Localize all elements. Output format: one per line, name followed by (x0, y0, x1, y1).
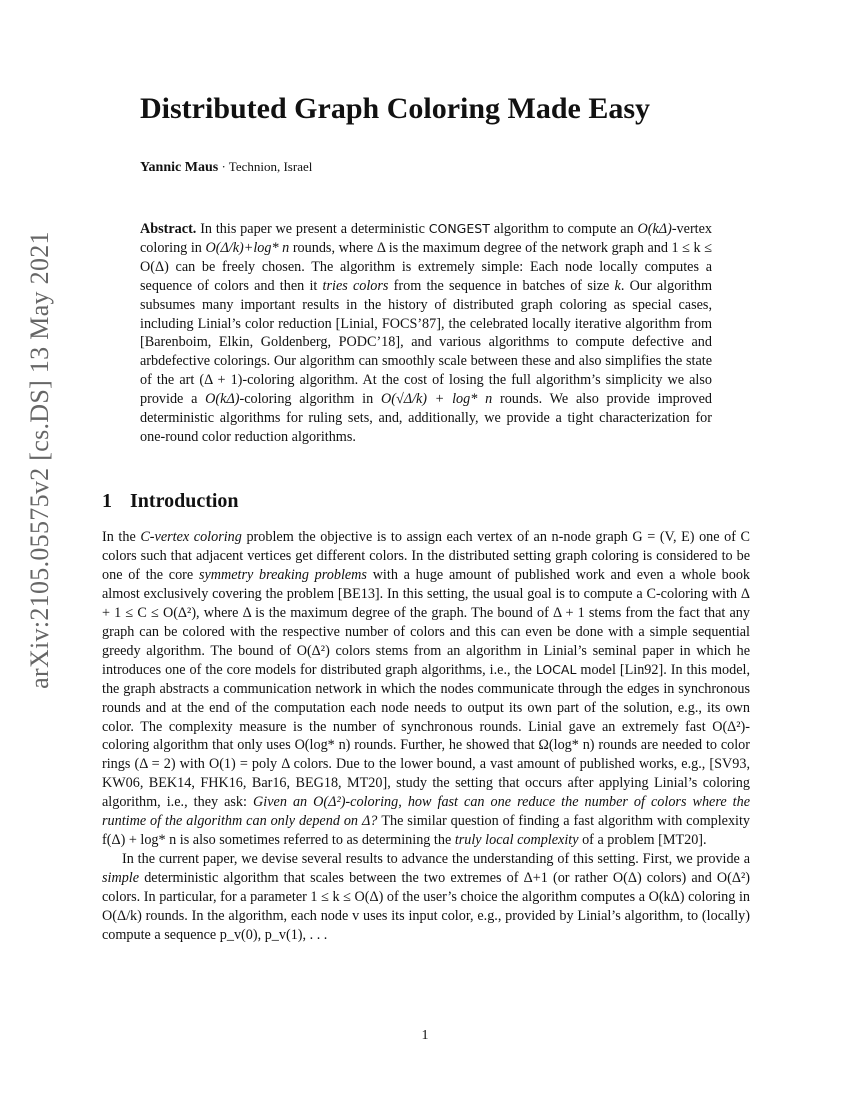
page-number: 1 (421, 1028, 429, 1043)
abstract-label: Abstract. (140, 221, 197, 237)
section-heading (102, 490, 239, 513)
text: model [Lin92]. In this model, the graph abstracts a communication network in which the nodes communicate through the edges in synchronous rounds and at the end of the computation each node needs to output its own part of the solution, e.g., its own color. The complexity measure is the number of synchronous rounds. Linial gave an extremely fast O(Δ²)-coloring algorithm that only uses O(log* n) rounds. Further, he showed that Ω(log* n) rounds are needed to color rings (Δ = 2) with O(1) = poly Δ colors. Due to the lower bound, a vast amount of published works, e.g., [SV93, KW06, BEK14, FHK16, Bar16, BEG18, MT20], study the setting that occurs after applying Linial’s coloring algorithm, i.e., they ask: (102, 661, 750, 811)
local-model: LOCAL (535, 661, 577, 677)
congest-model: CONGEST (428, 221, 490, 236)
emphasis: simple (102, 870, 140, 887)
text: problem the objective is to assign each vertex of an n-node graph G = (V, E) one of C colors such that adjacent vertices get different colors. In the distributed setting graph coloring is considered to be one of the core (102, 529, 751, 583)
arxiv-id: arXiv:2105.05575v2 [cs.DS] 13 May 2021 (25, 231, 55, 689)
paragraph (102, 850, 750, 945)
abstract-text: In this paper we present a deterministic (200, 221, 425, 237)
abstract-text: -coloring algorithm in (239, 391, 374, 408)
paper-title: Distributed Graph Coloring Made Easy (140, 92, 651, 125)
abstract-text: rounds. We also provide improved deterministic algorithms for ruling sets, and, additionally, we provide a tight characterization for one-round color reduction algorithms. (140, 391, 713, 445)
emphasis: tries colors (322, 277, 389, 294)
section-title: Introduction (130, 490, 239, 512)
text: In the (102, 529, 136, 545)
emphasis: C-vertex coloring (140, 529, 242, 545)
abstract-text: rounds, where Δ is the maximum degree of the network graph and 1 ≤ k ≤ O(Δ) can be freely chosen. The algorithm is extremely simple: Each node locally computes a sequence of colors and then it (140, 239, 713, 294)
abstract-text: -vertex coloring in (140, 221, 713, 256)
abstract-text: algorithm to compute an (493, 221, 634, 237)
intro-body (102, 528, 750, 945)
author-affiliation: Technion, Israel (228, 159, 313, 174)
emphasis: truly local complexity (454, 832, 579, 849)
author-name: Yannic Maus (140, 160, 219, 175)
abstract (140, 220, 712, 447)
abstract-text: . Our algorithm subsumes many important results in the history of distributed graph coloring as special cases, including Linial’s color reduction [Linial, FOCS’87], the celebrated locally iterative algorithm from [Barenboim, Elkin, Goldenberg, PODC’18], and various algorithms to compute defective and arbdefective colorings. Our algorithm can smoothly scale between these and also simplifies the state of the art (Δ + 1)-coloring algorithm. At the cost of losing the full algorithm’s simplicity we also provide a (140, 277, 713, 408)
section-number: 1 (102, 490, 112, 512)
text: with a huge amount of published work and even a whole book almost exclusively covering the problem [BE13]. In this setting, the usual goal is to compute a C-coloring with Δ + 1 ≤ C ≤ O(Δ²), where Δ is the maximum degree of the graph. The bound of Δ + 1 stems from the fact that any graph can be colored with the respective number of colors and this can even be done with a simple sequential greedy algorithm. The bound of O(Δ²) colors stems from an algorithm in Linial’s seminal paper in which he introduces one of the core models for distributed graph algorithms, i.e., the (102, 566, 751, 678)
author-separator: · (221, 159, 226, 174)
math: k (614, 277, 621, 294)
text: deterministic algorithm that scales between the two extremes of Δ+1 (or rather O(Δ) colors) and O(Δ²) colors. In particular, for a parameter 1 ≤ k ≤ O(Δ) of the user’s choice the algorithm computes a O(kΔ) coloring in O(Δ/k) rounds. In the algorithm, each node v uses its input color, e.g., provided by Linial’s algorithm, to (locally) compute a sequence p_v(0), p_v(1), . . . (102, 870, 751, 944)
math: O(kΔ) (205, 391, 240, 408)
text: of a problem [MT20]. (582, 832, 707, 849)
emphasis: Given an O(Δ²)-coloring, how fast can one reduce the number of colors where the runtime of the algorithm can only depend on Δ? (102, 794, 751, 830)
math: O(kΔ) (637, 221, 672, 237)
abstract-text: from the sequence in batches of size (393, 277, 610, 294)
emphasis: symmetry breaking problems (198, 566, 367, 583)
text: In the current paper, we devise several results to advance the understanding of this setting. First, we provide a (122, 851, 750, 868)
arxiv-sidebar (8, 231, 72, 689)
author-line (140, 159, 312, 176)
paragraph (102, 528, 750, 850)
math: O(√Δ/k) + log* n (380, 391, 493, 408)
math: O(Δ/k)+log* n (205, 239, 290, 256)
text: The similar question of finding a fast algorithm with complexity f(Δ) + log* n is also sometimes referred to as determining the (102, 813, 751, 849)
